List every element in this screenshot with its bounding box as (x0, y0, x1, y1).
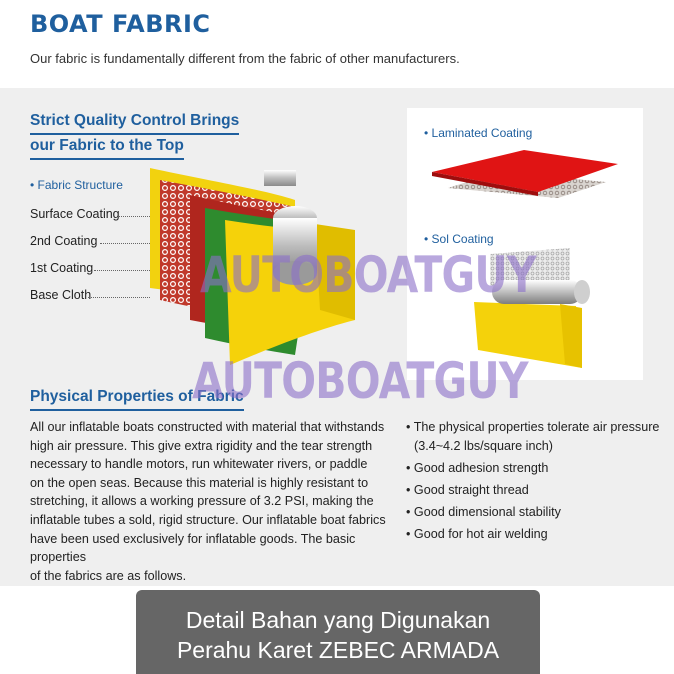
layer-label-surface: Surface Coating (30, 207, 120, 221)
caption-line2: Perahu Karet ZEBEC ARMADA (176, 637, 500, 663)
property-text: Good adhesion strength (413, 460, 549, 475)
paragraph-line: of the fabrics are as follows. (30, 568, 187, 583)
bullet-icon: • (406, 460, 411, 475)
properties-list (406, 418, 668, 547)
property-text: Good for hot air welding (413, 526, 548, 541)
laminated-coating-label (424, 126, 532, 140)
quality-heading-line2: our Fabric to the Top (30, 133, 184, 160)
page-title: BOAT FABRIC (30, 10, 211, 38)
paragraph-line: inflatable tubes a sold, rigid structure. Our inflatable boat fabrics (30, 512, 386, 527)
laminated-coating-text: Laminated Coating (431, 126, 533, 140)
bullet-icon: • (406, 482, 411, 497)
paragraph-line: All our inflatable boats constructed with material that withstands (30, 420, 385, 434)
physical-properties-heading: Physical Properties of Fabric (30, 384, 244, 411)
laminated-coating-illustration (428, 142, 624, 222)
sol-coating-text: Sol Coating (431, 232, 494, 246)
bullet-icon: • (424, 232, 429, 246)
bullet-icon: • (424, 126, 429, 140)
paragraph-line: on the open seas. Because this material is highly resistant to (30, 475, 369, 490)
paragraph-line: stretching, it allows a working pressure of 3.2 PSI, making the (30, 494, 374, 509)
quality-heading-line1: Strict Quality Control Brings (30, 108, 239, 135)
property-subtext: (3.4~4.2 lbs/square inch) (414, 438, 553, 453)
bullet-icon: • (406, 504, 411, 519)
leader-line (88, 297, 150, 298)
property-item (406, 481, 668, 500)
caption-banner (136, 590, 540, 674)
paragraph-line: necessary to handle motors, run whitewater rivers, or paddle (30, 457, 368, 472)
watermark-text: AUTOBOATGUY (200, 246, 536, 304)
watermark-text: AUTOBOATGUY (192, 352, 528, 410)
page-subtitle: Our fabric is fundamentally different from the fabric of other manufacturers. (30, 51, 460, 66)
property-item (406, 418, 668, 455)
bullet-icon: • (406, 526, 411, 541)
physical-properties-paragraph (30, 418, 411, 585)
caption-line1: Detail Bahan yang Digunakan (185, 607, 491, 633)
property-text: The physical properties tolerate air pressure (413, 420, 660, 434)
sol-coating-label (424, 232, 494, 246)
property-text: Good straight thread (413, 482, 529, 497)
bullet-icon: • (30, 178, 35, 192)
paragraph-line: high air pressure. This give extra rigidity and the tear strength (30, 438, 373, 453)
fabric-structure-label (30, 178, 123, 192)
property-text: Good dimensional stability (413, 504, 561, 519)
paragraph-line: have been used exclusively for inflatable goods. The basic properties (30, 531, 356, 565)
bullet-icon: • (406, 420, 411, 434)
property-item (406, 459, 668, 478)
leader-line (94, 270, 152, 271)
fabric-structure-text: Fabric Structure (37, 178, 123, 192)
layer-label-1st: 1st Coating (30, 261, 94, 275)
property-item (406, 503, 668, 522)
layer-label-base: Base Cloth (30, 288, 92, 302)
property-item (406, 525, 668, 544)
layer-label-2nd: 2nd Coating (30, 234, 98, 248)
